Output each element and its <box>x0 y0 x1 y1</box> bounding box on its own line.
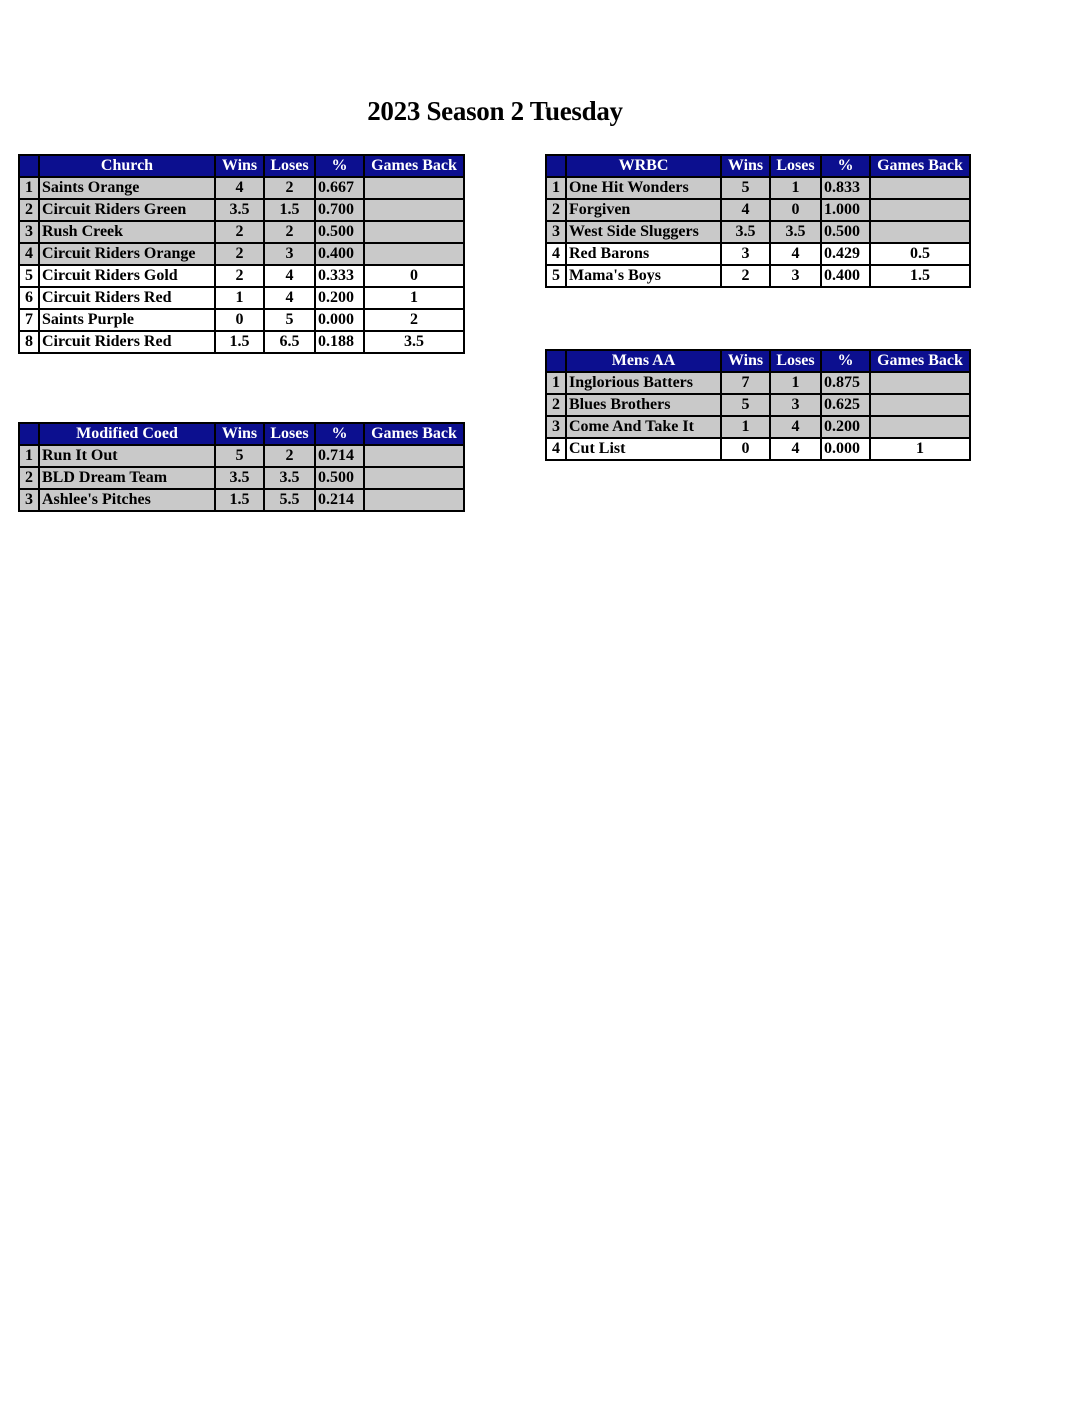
loses-cell: 1 <box>770 177 821 199</box>
loses-cell: 2 <box>264 221 315 243</box>
team-cell: Circuit Riders Gold <box>39 265 215 287</box>
loses-cell: 3 <box>770 265 821 287</box>
games-back-cell <box>364 177 464 199</box>
games-back-cell <box>364 221 464 243</box>
rank-cell: 3 <box>546 416 566 438</box>
table-header-row <box>19 155 464 177</box>
team-cell: Circuit Riders Orange <box>39 243 215 265</box>
loses-cell: 3 <box>770 394 821 416</box>
wins-cell: 1 <box>721 416 770 438</box>
wins-cell: 3.5 <box>215 199 264 221</box>
pct-cell: 0.000 <box>821 438 870 460</box>
wins-cell: 1.5 <box>215 489 264 511</box>
rank-header <box>19 155 39 177</box>
pct-cell: 0.429 <box>821 243 870 265</box>
team-cell: Rush Creek <box>39 221 215 243</box>
team-cell: Run It Out <box>39 445 215 467</box>
rank-cell: 6 <box>19 287 39 309</box>
team-cell: Saints Orange <box>39 177 215 199</box>
rank-cell: 4 <box>546 243 566 265</box>
wins-header: Wins <box>215 155 264 177</box>
rank-cell: 3 <box>546 221 566 243</box>
team-cell: Circuit Riders Green <box>39 199 215 221</box>
pct-cell: 0.400 <box>315 243 364 265</box>
church-standings-table <box>18 154 465 354</box>
wins-cell: 5 <box>721 177 770 199</box>
pct-cell: 0.625 <box>821 394 870 416</box>
division-header: Church <box>39 155 215 177</box>
team-cell: BLD Dream Team <box>39 467 215 489</box>
wins-header: Wins <box>721 350 770 372</box>
pct-cell: 0.188 <box>315 331 364 353</box>
rank-header <box>19 423 39 445</box>
loses-cell: 1 <box>770 372 821 394</box>
wins-cell: 5 <box>721 394 770 416</box>
table-row <box>546 438 970 460</box>
wins-cell: 1 <box>215 287 264 309</box>
games-back-cell <box>364 467 464 489</box>
rank-cell: 7 <box>19 309 39 331</box>
team-cell: Mama's Boys <box>566 265 721 287</box>
table-row <box>546 221 970 243</box>
games-back-header: Games Back <box>364 423 464 445</box>
loses-cell: 4 <box>264 287 315 309</box>
rank-cell: 4 <box>546 438 566 460</box>
games-back-cell <box>364 199 464 221</box>
table-row <box>546 243 970 265</box>
rank-cell: 5 <box>546 265 566 287</box>
team-cell: Inglorious Batters <box>566 372 721 394</box>
division-header: WRBC <box>566 155 721 177</box>
loses-cell: 3.5 <box>770 221 821 243</box>
table-row <box>19 221 464 243</box>
team-cell: Circuit Riders Red <box>39 287 215 309</box>
wins-header: Wins <box>721 155 770 177</box>
team-cell: Saints Purple <box>39 309 215 331</box>
pct-cell: 0.500 <box>315 221 364 243</box>
team-cell: West Side Sluggers <box>566 221 721 243</box>
loses-header: Loses <box>264 423 315 445</box>
pct-cell: 1.000 <box>821 199 870 221</box>
loses-cell: 1.5 <box>264 199 315 221</box>
table-row <box>19 489 464 511</box>
table-row <box>546 265 970 287</box>
mens-aa-standings-table <box>545 349 971 461</box>
games-back-cell <box>870 416 970 438</box>
pct-cell: 0.400 <box>821 265 870 287</box>
team-cell: Come And Take It <box>566 416 721 438</box>
pct-cell: 0.700 <box>315 199 364 221</box>
loses-cell: 4 <box>770 243 821 265</box>
table-row <box>19 177 464 199</box>
rank-cell: 1 <box>546 177 566 199</box>
rank-cell: 2 <box>19 467 39 489</box>
pct-cell: 0.333 <box>315 265 364 287</box>
wins-cell: 1.5 <box>215 331 264 353</box>
table-row <box>19 467 464 489</box>
division-header: Mens AA <box>566 350 721 372</box>
pct-header: % <box>821 155 870 177</box>
pct-cell: 0.714 <box>315 445 364 467</box>
loses-cell: 4 <box>264 265 315 287</box>
rank-cell: 3 <box>19 489 39 511</box>
pct-cell: 0.500 <box>821 221 870 243</box>
games-back-cell: 2 <box>364 309 464 331</box>
wins-cell: 2 <box>215 265 264 287</box>
rank-cell: 1 <box>19 445 39 467</box>
wins-cell: 0 <box>721 438 770 460</box>
wins-cell: 2 <box>721 265 770 287</box>
table-row <box>19 199 464 221</box>
wins-cell: 2 <box>215 221 264 243</box>
games-back-cell <box>870 372 970 394</box>
games-back-cell: 0.5 <box>870 243 970 265</box>
table-row <box>19 287 464 309</box>
wins-cell: 3 <box>721 243 770 265</box>
pct-cell: 0.200 <box>315 287 364 309</box>
games-back-cell <box>870 177 970 199</box>
loses-header: Loses <box>264 155 315 177</box>
wins-cell: 3.5 <box>721 221 770 243</box>
rank-cell: 4 <box>19 243 39 265</box>
table-row <box>546 199 970 221</box>
table-row <box>546 372 970 394</box>
table-row <box>546 416 970 438</box>
games-back-cell: 1 <box>364 287 464 309</box>
pct-cell: 0.500 <box>315 467 364 489</box>
table-row <box>19 265 464 287</box>
games-back-cell <box>364 445 464 467</box>
table-row <box>19 331 464 353</box>
games-back-cell <box>364 489 464 511</box>
pct-cell: 0.200 <box>821 416 870 438</box>
pct-cell: 0.667 <box>315 177 364 199</box>
pct-cell: 0.214 <box>315 489 364 511</box>
games-back-cell <box>870 199 970 221</box>
table-header-row <box>546 155 970 177</box>
rank-header <box>546 350 566 372</box>
loses-cell: 5 <box>264 309 315 331</box>
wins-cell: 5 <box>215 445 264 467</box>
games-back-cell: 1 <box>870 438 970 460</box>
rank-cell: 2 <box>546 199 566 221</box>
wins-cell: 0 <box>215 309 264 331</box>
table-header-row <box>19 423 464 445</box>
pct-cell: 0.875 <box>821 372 870 394</box>
division-header: Modified Coed <box>39 423 215 445</box>
games-back-cell <box>870 394 970 416</box>
rank-cell: 8 <box>19 331 39 353</box>
loses-cell: 3 <box>264 243 315 265</box>
games-back-cell: 3.5 <box>364 331 464 353</box>
games-back-header: Games Back <box>364 155 464 177</box>
table-row <box>19 445 464 467</box>
games-back-header: Games Back <box>870 155 970 177</box>
games-back-header: Games Back <box>870 350 970 372</box>
rank-cell: 1 <box>19 177 39 199</box>
loses-cell: 6.5 <box>264 331 315 353</box>
wins-cell: 3.5 <box>215 467 264 489</box>
wins-cell: 4 <box>215 177 264 199</box>
table-row <box>19 309 464 331</box>
games-back-cell <box>364 243 464 265</box>
table-row <box>546 394 970 416</box>
loses-cell: 2 <box>264 177 315 199</box>
rank-cell: 1 <box>546 372 566 394</box>
team-cell: Circuit Riders Red <box>39 331 215 353</box>
team-cell: One Hit Wonders <box>566 177 721 199</box>
rank-cell: 2 <box>19 199 39 221</box>
team-cell: Forgiven <box>566 199 721 221</box>
team-cell: Ashlee's Pitches <box>39 489 215 511</box>
team-cell: Cut List <box>566 438 721 460</box>
pct-header: % <box>315 155 364 177</box>
pct-cell: 0.000 <box>315 309 364 331</box>
loses-cell: 5.5 <box>264 489 315 511</box>
team-cell: Blues Brothers <box>566 394 721 416</box>
page-title: 2023 Season 2 Tuesday <box>367 96 623 126</box>
rank-cell: 3 <box>19 221 39 243</box>
rank-header <box>546 155 566 177</box>
wins-cell: 2 <box>215 243 264 265</box>
pct-header: % <box>821 350 870 372</box>
loses-cell: 2 <box>264 445 315 467</box>
loses-header: Loses <box>770 350 821 372</box>
games-back-cell: 1.5 <box>870 265 970 287</box>
rank-cell: 2 <box>546 394 566 416</box>
loses-cell: 4 <box>770 438 821 460</box>
loses-cell: 4 <box>770 416 821 438</box>
wins-cell: 4 <box>721 199 770 221</box>
wrbc-standings-table <box>545 154 971 288</box>
table-header-row <box>546 350 970 372</box>
table-row <box>19 243 464 265</box>
pct-header: % <box>315 423 364 445</box>
wins-header: Wins <box>215 423 264 445</box>
loses-header: Loses <box>770 155 821 177</box>
games-back-cell: 0 <box>364 265 464 287</box>
table-row <box>546 177 970 199</box>
loses-cell: 0 <box>770 199 821 221</box>
wins-cell: 7 <box>721 372 770 394</box>
team-cell: Red Barons <box>566 243 721 265</box>
modified-coed-standings-table <box>18 422 465 512</box>
games-back-cell <box>870 221 970 243</box>
pct-cell: 0.833 <box>821 177 870 199</box>
loses-cell: 3.5 <box>264 467 315 489</box>
rank-cell: 5 <box>19 265 39 287</box>
